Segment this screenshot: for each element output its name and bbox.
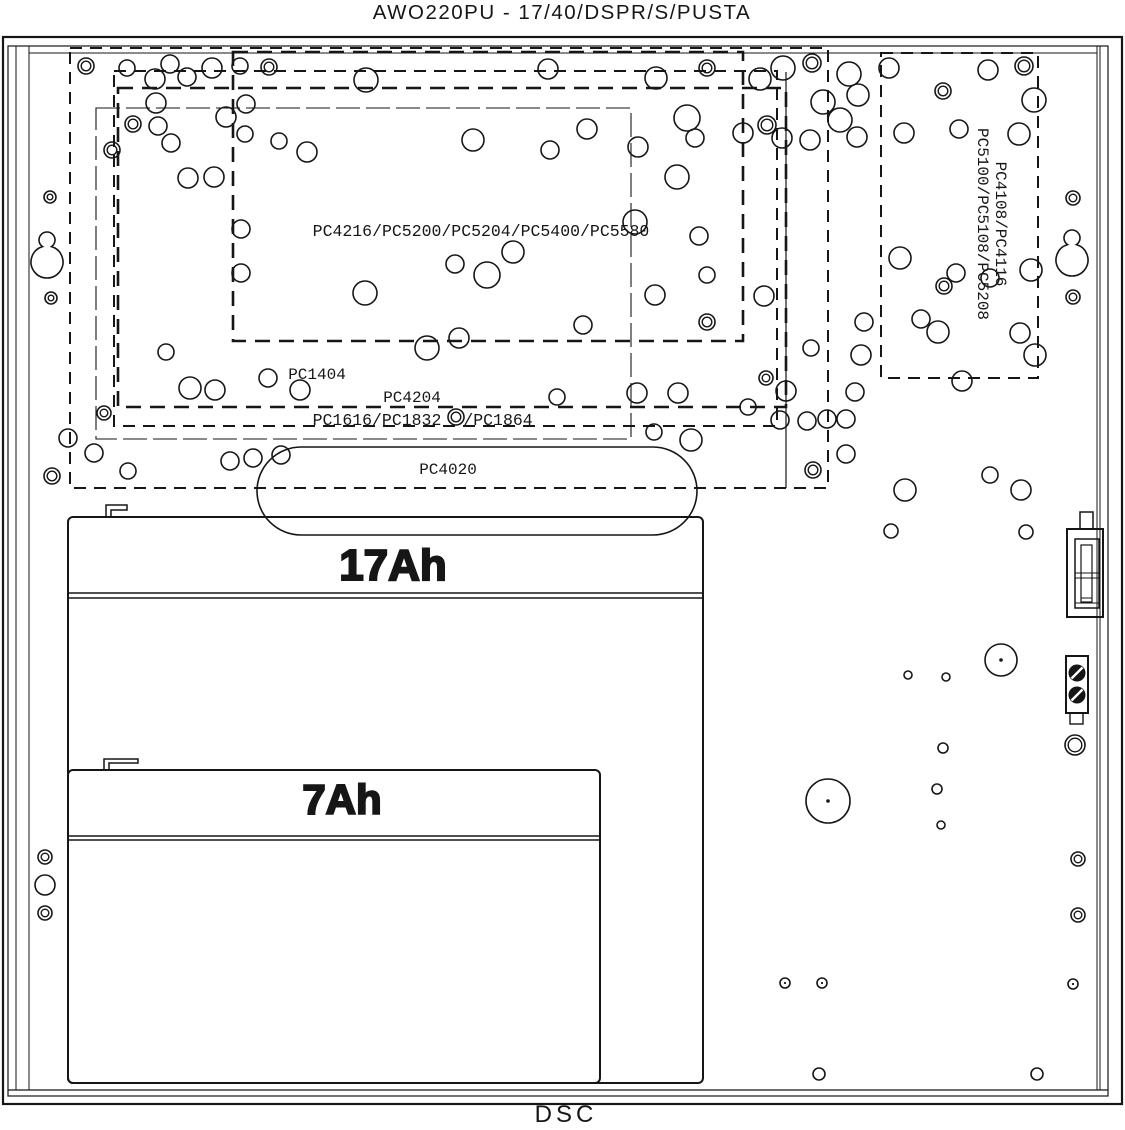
mounting-hole-inner-ring — [806, 57, 818, 69]
terminal-block-tab — [1070, 713, 1083, 724]
mounting-hole — [627, 383, 647, 403]
mounting-hole — [889, 247, 911, 269]
mounting-hole-inner-ring — [451, 412, 461, 422]
mounting-hole-inner-ring — [107, 145, 117, 155]
mounting-hole — [549, 389, 565, 405]
mounting-hole — [44, 468, 60, 484]
mounting-hole — [232, 264, 250, 282]
mounting-hole — [803, 340, 819, 356]
mounting-hole — [645, 285, 665, 305]
mounting-hole-inner-ring — [1074, 911, 1082, 919]
mounting-hole — [297, 142, 317, 162]
mounting-hole — [237, 95, 255, 113]
mounting-hole-inner-ring — [41, 853, 49, 861]
mounting-hole — [146, 93, 166, 113]
mounting-hole — [935, 83, 951, 99]
mounting-hole-inner-ring — [1069, 293, 1077, 301]
label-pc5100: PC5100/PC5108/PC5208 — [973, 127, 991, 321]
battery-17ah — [68, 517, 703, 1083]
mounting-hole — [1010, 323, 1030, 343]
mounting-hole — [541, 141, 559, 159]
mounting-hole — [668, 383, 688, 403]
mounting-hole — [690, 227, 708, 245]
hole-center-mark — [999, 658, 1003, 662]
mounting-hole — [178, 68, 196, 86]
battery-7ah-terminal-bracket — [104, 759, 138, 770]
mounting-hole — [855, 313, 873, 331]
mounting-hole — [828, 108, 852, 132]
mounting-hole — [894, 479, 916, 501]
mounting-hole — [847, 127, 867, 147]
drawing-title: AWO220PU - 17/40/DSPR/S/PUSTA — [372, 1, 752, 24]
mounting-hole — [202, 58, 222, 78]
battery-7ah-capacity-label: 7Ah — [302, 776, 382, 823]
mounting-hole — [1071, 852, 1085, 866]
mounting-hole — [805, 462, 821, 478]
mounting-hole — [125, 116, 141, 132]
battery-17ah-capacity-label: 17Ah — [339, 541, 447, 590]
mounting-hole — [221, 452, 239, 470]
mounting-hole — [1071, 908, 1085, 922]
mounting-hole-inner-ring — [808, 465, 818, 475]
footprint-pc4216-thin — [96, 108, 631, 439]
label-pc4020: PC4020 — [419, 461, 477, 479]
mounting-hole-inner-ring — [41, 909, 49, 917]
mounting-hole-inner-ring — [47, 194, 53, 200]
mounting-hole — [942, 673, 950, 681]
mounting-hole — [237, 126, 253, 142]
mounting-hole — [1022, 88, 1046, 112]
footprint-pc4216-bold — [233, 52, 743, 341]
brand-label: DSC — [534, 1101, 598, 1128]
mounting-hole — [1066, 290, 1080, 304]
mounting-hole — [574, 316, 592, 334]
mounting-hole — [759, 371, 773, 385]
mounting-hole — [837, 62, 861, 86]
mounting-hole — [178, 168, 198, 188]
mounting-hole — [353, 281, 377, 305]
mounting-hole-inner-ring — [938, 86, 948, 96]
label-pc1404: PC1404 — [288, 366, 346, 384]
mounting-hole — [894, 123, 914, 143]
mounting-hole — [204, 167, 224, 187]
mounting-hole — [798, 412, 816, 430]
mounting-hole — [216, 107, 236, 127]
mounting-hole — [846, 383, 864, 401]
mounting-hole — [1020, 259, 1042, 281]
mounting-hole-inner-ring — [1074, 855, 1082, 863]
mounting-hole — [813, 1068, 825, 1080]
mounting-hole-inner-ring — [761, 119, 773, 131]
mounting-hole — [449, 328, 469, 348]
footprint-mid — [114, 71, 777, 426]
mounting-hole — [448, 409, 464, 425]
mounting-hole-inner-ring — [702, 317, 712, 327]
label-pc4216: PC4216/PC5200/PC5204/PC5400/PC5580 — [312, 222, 650, 241]
mounting-hole — [474, 262, 500, 288]
mounting-hole — [97, 406, 111, 420]
mounting-hole — [680, 429, 702, 451]
mounting-hole — [161, 55, 179, 73]
mounting-hole-inner-ring — [128, 119, 138, 129]
mounting-hole — [800, 130, 820, 150]
mounting-hole-inner-ring — [762, 374, 770, 382]
mounting-hole — [244, 449, 262, 467]
mounting-hole — [936, 278, 952, 294]
mounting-hole — [1024, 344, 1046, 366]
mounting-hole — [104, 142, 120, 158]
mounting-hole — [446, 255, 464, 273]
mounting-hole — [44, 191, 56, 203]
mounting-hole — [149, 117, 167, 135]
enclosure-border-0 — [3, 37, 1122, 1104]
latch-part-0 — [1080, 512, 1093, 529]
mounting-hole — [938, 743, 948, 753]
mounting-hole — [205, 380, 225, 400]
mounting-hole — [952, 371, 972, 391]
label-pc4204: PC4204 — [383, 389, 441, 407]
mounting-hole — [38, 850, 52, 864]
hole-center-mark — [826, 799, 830, 803]
mounting-hole — [1011, 480, 1031, 500]
mounting-hole — [271, 133, 287, 149]
mounting-hole — [978, 60, 998, 80]
mounting-hole — [699, 60, 715, 76]
mounting-hole — [937, 821, 945, 829]
enclosure-border-1 — [8, 46, 1108, 1096]
mounting-hole — [35, 875, 55, 895]
mounting-hole-inner-ring — [81, 61, 91, 71]
mounting-hole — [699, 314, 715, 330]
mounting-hole — [771, 56, 795, 80]
mounting-hole — [754, 286, 774, 306]
mounting-hole-inner-ring — [1018, 60, 1030, 72]
diagram-geometry — [3, 37, 1122, 1104]
mounting-hole — [912, 310, 930, 328]
mounting-hole — [462, 129, 484, 151]
battery-17ah-terminal-bracket — [106, 505, 127, 517]
mounting-hole — [811, 90, 835, 114]
mounting-hole — [950, 120, 968, 138]
mounting-hole — [772, 128, 792, 148]
mounting-hole — [577, 119, 597, 139]
mounting-hole-inner-ring — [1069, 194, 1077, 202]
mounting-hole — [261, 59, 277, 75]
keyhole-left — [31, 232, 63, 278]
mounting-hole — [927, 321, 949, 343]
mounting-hole-inner-ring — [1068, 738, 1082, 752]
mounting-hole — [851, 345, 871, 365]
footprint-pc4020-outline — [257, 447, 697, 535]
footprint-pc4108 — [881, 53, 1038, 378]
hole-center-mark — [784, 982, 786, 984]
mounting-hole — [837, 445, 855, 463]
mounting-hole — [415, 336, 439, 360]
mounting-hole — [38, 906, 52, 920]
mounting-hole — [179, 377, 201, 399]
mounting-hole — [119, 60, 135, 76]
keyhole-right — [1056, 230, 1088, 276]
mounting-hole — [158, 344, 174, 360]
mounting-hole — [699, 267, 715, 283]
mounting-hole — [686, 129, 704, 147]
mounting-hole — [502, 241, 524, 263]
mounting-hole-inner-ring — [48, 295, 54, 301]
mounting-hole — [665, 165, 689, 189]
mounting-hole — [232, 220, 250, 238]
mounting-hole — [120, 463, 136, 479]
mounting-hole — [1019, 525, 1033, 539]
mounting-hole — [85, 444, 103, 462]
mounting-hole — [259, 369, 277, 387]
hole-center-mark — [821, 982, 823, 984]
mounting-hole — [59, 429, 77, 447]
mounting-hole — [78, 58, 94, 74]
mounting-hole — [538, 59, 558, 79]
mounting-hole-inner-ring — [47, 471, 57, 481]
mounting-hole — [1008, 123, 1030, 145]
mounting-hole-inner-ring — [264, 62, 274, 72]
hole-center-mark — [1072, 983, 1074, 985]
mounting-hole — [1066, 191, 1080, 205]
mounting-hole — [884, 524, 898, 538]
mounting-hole — [674, 105, 700, 131]
mounting-hole — [1031, 1068, 1043, 1080]
mounting-hole — [982, 467, 998, 483]
mounting-hole — [45, 292, 57, 304]
mounting-hole — [837, 410, 855, 428]
label-pc4108: PC4108/PC4116 — [991, 161, 1009, 287]
mounting-hole-inner-ring — [702, 63, 712, 73]
label-pc1616-right: /PC1864 — [463, 411, 533, 430]
label-pc1616-left: PC1616/PC1832 — [312, 411, 442, 430]
mounting-hole-inner-ring — [100, 409, 108, 417]
mounting-hole — [932, 784, 942, 794]
mounting-hole — [847, 84, 869, 106]
mounting-hole — [904, 671, 912, 679]
mounting-hole-inner-ring — [939, 281, 949, 291]
mounting-hole — [162, 134, 180, 152]
